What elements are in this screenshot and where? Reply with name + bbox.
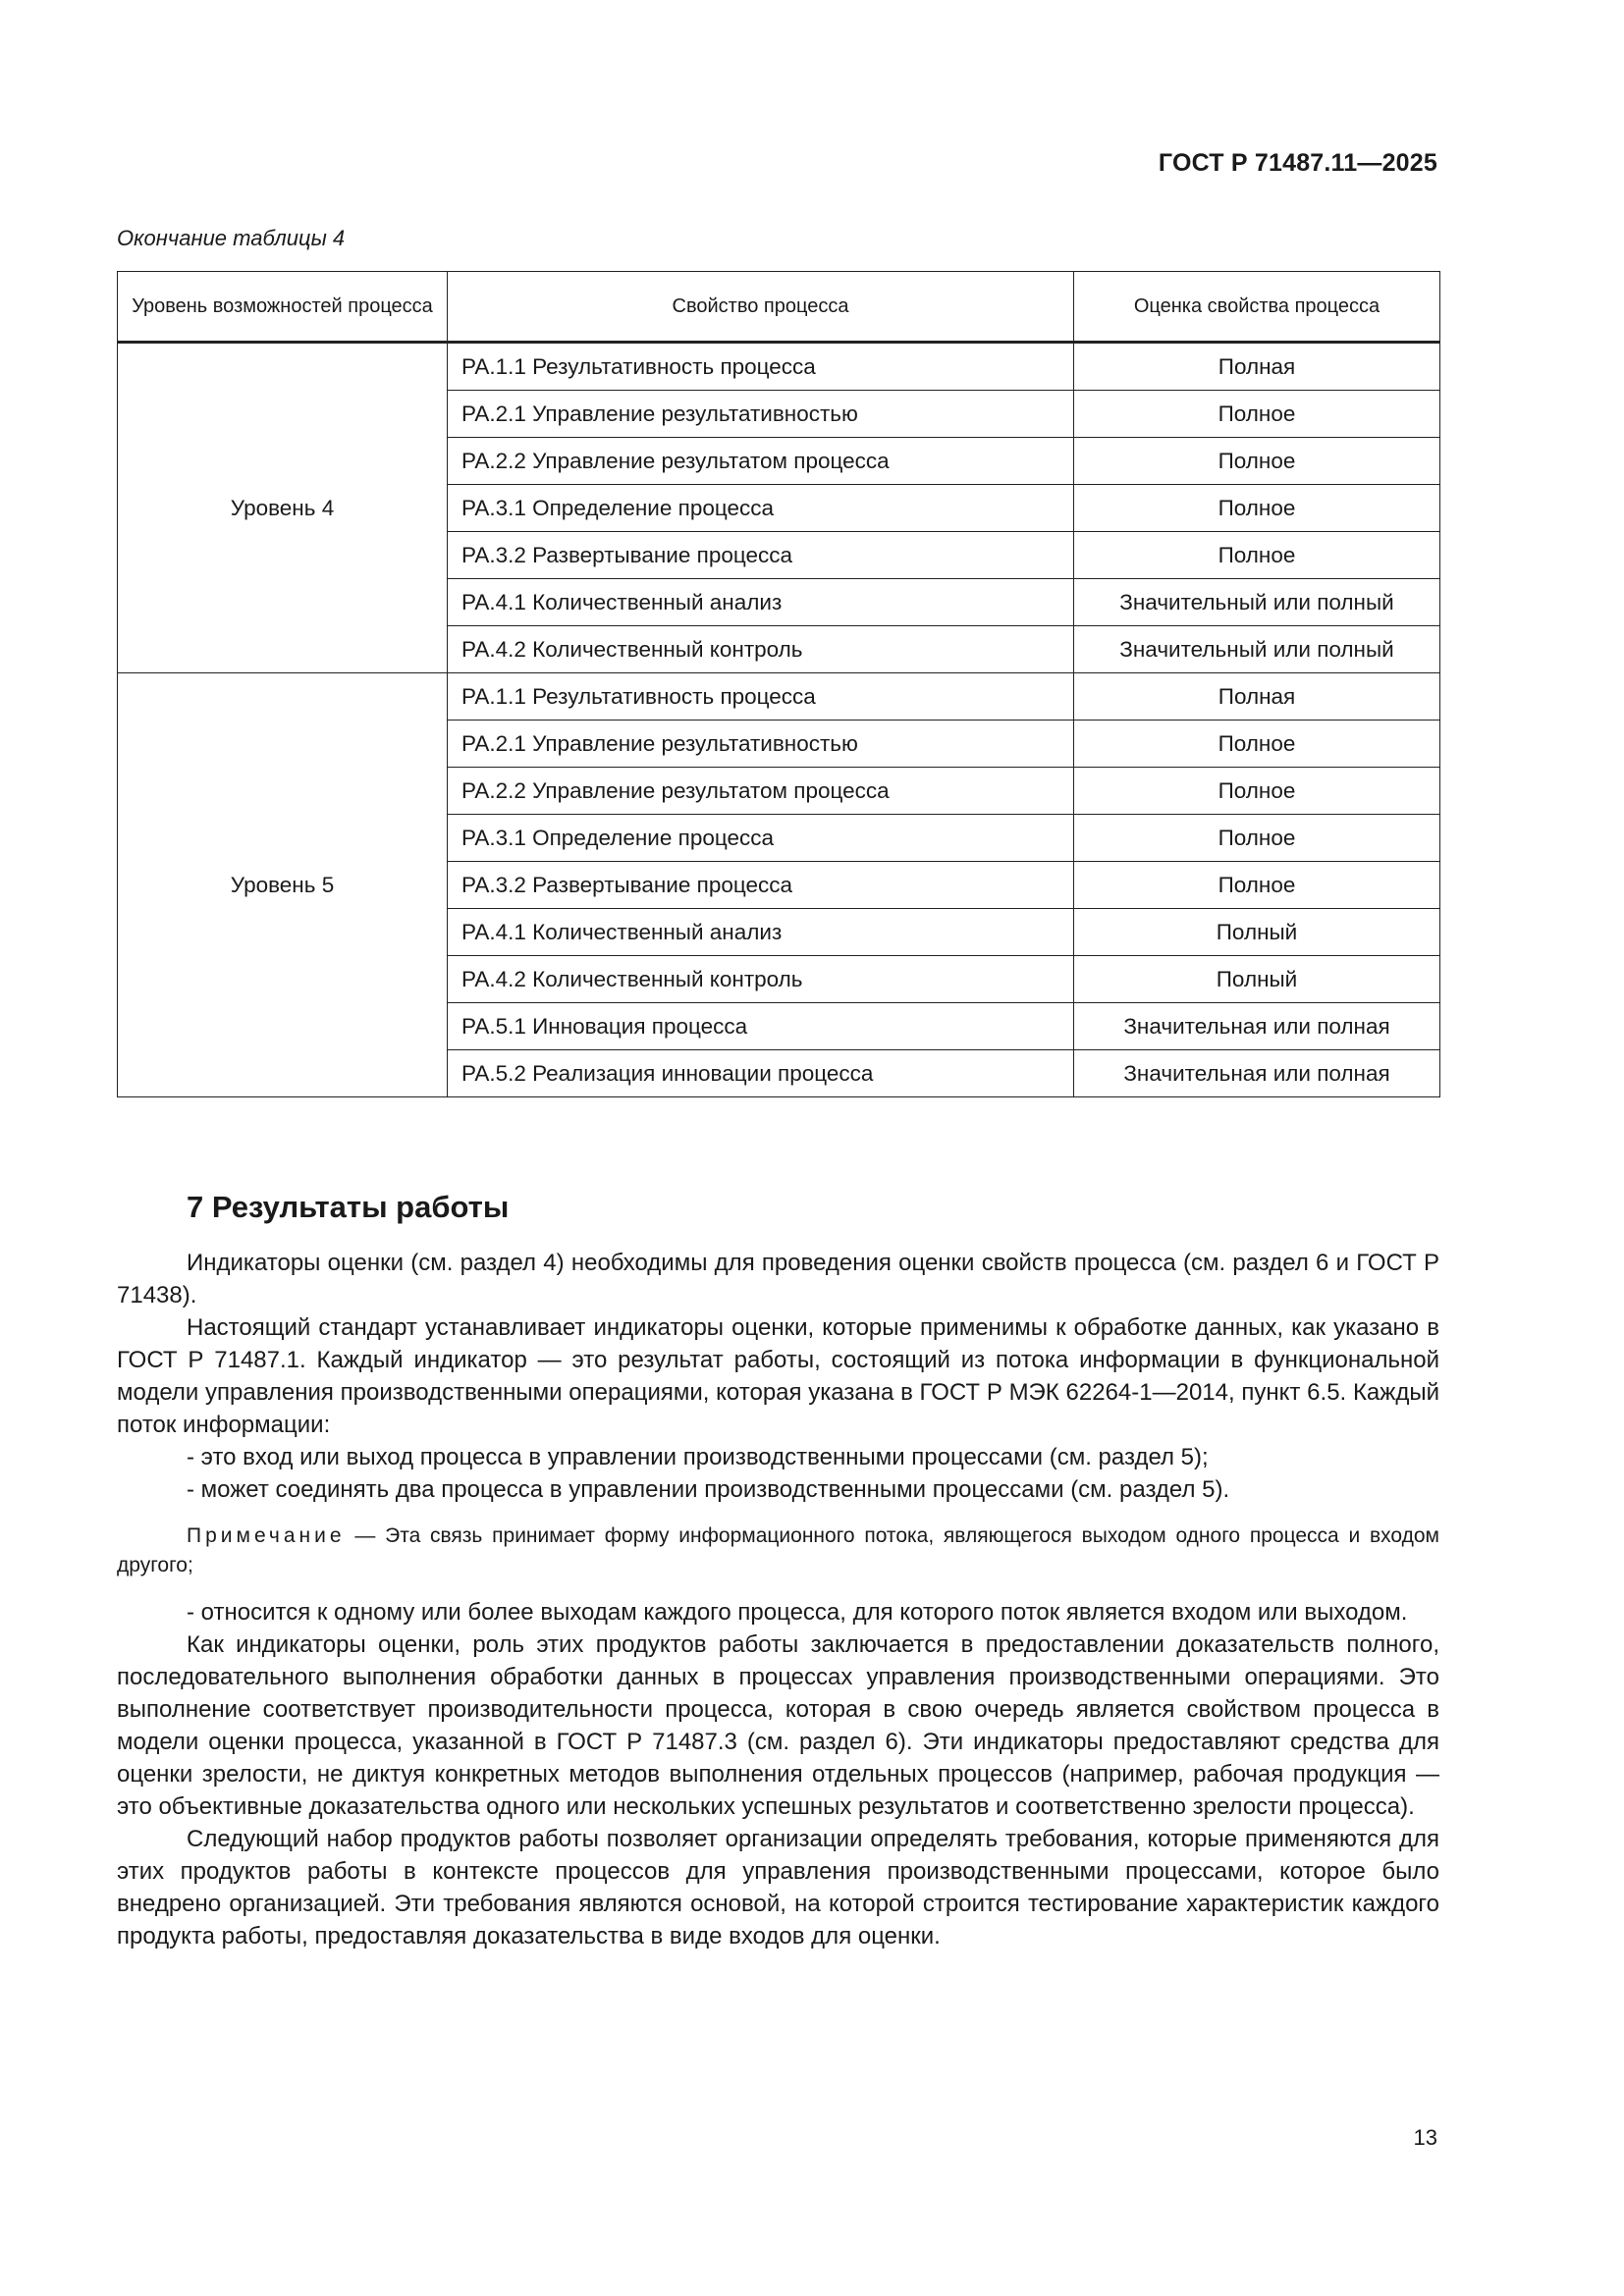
level-cell: Уровень 4 xyxy=(118,343,448,673)
property-cell: PA.4.2 Количественный контроль xyxy=(448,956,1074,1003)
property-cell: PA.1.1 Результативность процесса xyxy=(448,343,1074,391)
paragraph: Индикаторы оценки (см. раздел 4) необходимы для проведения оценки свойств процесса (см. раздел 6 и ГОСТ Р 71438). xyxy=(117,1250,1439,1308)
property-cell: PA.3.2 Развертывание процесса xyxy=(448,862,1074,909)
property-cell: PA.4.2 Количественный контроль xyxy=(448,626,1074,673)
rating-cell: Полное xyxy=(1074,768,1440,815)
list-item: - это вход или выход процесса в управлении производственными процессами (см. раздел 5); xyxy=(187,1444,1209,1470)
property-cell: PA.2.2 Управление результатом процесса xyxy=(448,768,1074,815)
note-label: Примечание xyxy=(187,1524,346,1547)
paragraph: Следующий набор продуктов работы позволяет организации определять требования, которые применяются для этих продуктов работы в контексте процессов для управления производственными процессами, которое было внедрено организацией. Эти требования являются основой, на которой строится тестирование характеристик каждого продукта работы, предоставляя доказательства в виде входов для оценки. xyxy=(117,1826,1439,1949)
section-content xyxy=(117,1190,1439,1952)
property-cell: PA.2.2 Управление результатом процесса xyxy=(448,438,1074,485)
page-number: 13 xyxy=(1413,2125,1437,2150)
rating-cell: Полный xyxy=(1074,909,1440,956)
rating-cell: Значительный или полный xyxy=(1074,579,1440,626)
property-cell: PA.4.1 Количественный анализ xyxy=(448,909,1074,956)
column-header-level: Уровень возможностей процесса xyxy=(118,272,448,343)
rating-cell: Полное xyxy=(1074,862,1440,909)
property-cell: PA.3.1 Определение процесса xyxy=(448,485,1074,532)
property-cell: PA.2.1 Управление результативностью xyxy=(448,391,1074,438)
property-cell: PA.3.2 Развертывание процесса xyxy=(448,532,1074,579)
section-heading: 7 Результаты работы xyxy=(187,1190,510,1224)
rating-cell: Значительная или полная xyxy=(1074,1003,1440,1050)
column-header-property: Свойство процесса xyxy=(448,272,1074,343)
column-header-rating: Оценка свойства процесса xyxy=(1074,272,1440,343)
note xyxy=(117,1522,1439,1580)
property-cell: PA.3.1 Определение процесса xyxy=(448,815,1074,862)
rating-cell: Значительная или полная xyxy=(1074,1050,1440,1097)
property-cell: PA.5.1 Инновация процесса xyxy=(448,1003,1074,1050)
table-row xyxy=(118,673,1440,721)
rating-cell: Полная xyxy=(1074,343,1440,391)
rating-cell: Полное xyxy=(1074,815,1440,862)
property-cell: PA.4.1 Количественный анализ xyxy=(448,579,1074,626)
table-caption: Окончание таблицы 4 xyxy=(117,226,346,250)
process-attributes-table xyxy=(117,271,1440,1097)
rating-cell: Значительный или полный xyxy=(1074,626,1440,673)
paragraph: Как индикаторы оценки, роль этих продуктов работы заключается в предоставлении доказательств полного, последовательного выполнения обработки данных в процессах управления производственными операциями. Это выполнение соответствует производительности процесса, которая в свою очередь является свойством процесса в модели оценки процесса, указанной в ГОСТ Р 71487.3 (см. раздел 6). Эти индикаторы предоставляют средства для оценки зрелости, не диктуя конкретных методов выполнения отдельных процессов (например, рабочая продукция — это объективные доказательства одного или нескольких успешных результатов и соответственно зрелости процесса). xyxy=(117,1631,1439,1820)
list-item: - может соединять два процесса в управлении производственными процессами (см. раздел 5). xyxy=(187,1476,1230,1503)
paragraph: Настоящий стандарт устанавливает индикаторы оценки, которые применимы к обработке данных, как указано в ГОСТ Р 71487.1. Каждый индикатор — это результат работы, состоящий из потока информации в функциональной модели управления производственными операциями, которая указана в ГОСТ Р МЭК 62264-1—2014, пункт 6.5. Каждый поток информации: xyxy=(117,1314,1439,1438)
property-cell: PA.5.2 Реализация инновации процесса xyxy=(448,1050,1074,1097)
rating-cell: Полное xyxy=(1074,532,1440,579)
list-item: - относится к одному или более выходам каждого процесса, для которого поток является входом или выходом. xyxy=(187,1599,1408,1626)
rating-cell: Полное xyxy=(1074,485,1440,532)
rating-cell: Полное xyxy=(1074,438,1440,485)
table-row xyxy=(118,343,1440,391)
standard-number: ГОСТ Р 71487.11—2025 xyxy=(1158,149,1437,177)
rating-cell: Полная xyxy=(1074,673,1440,721)
property-cell: PA.2.1 Управление результативностью xyxy=(448,721,1074,768)
rating-cell: Полное xyxy=(1074,391,1440,438)
note-text: — Эта связь принимает форму информационного потока, являющегося выходом одного процесса и входом другого; xyxy=(117,1524,1439,1576)
rating-cell: Полный xyxy=(1074,956,1440,1003)
level-cell: Уровень 5 xyxy=(118,673,448,1097)
table-header-row xyxy=(118,272,1440,343)
rating-cell: Полное xyxy=(1074,721,1440,768)
property-cell: PA.1.1 Результативность процесса xyxy=(448,673,1074,721)
